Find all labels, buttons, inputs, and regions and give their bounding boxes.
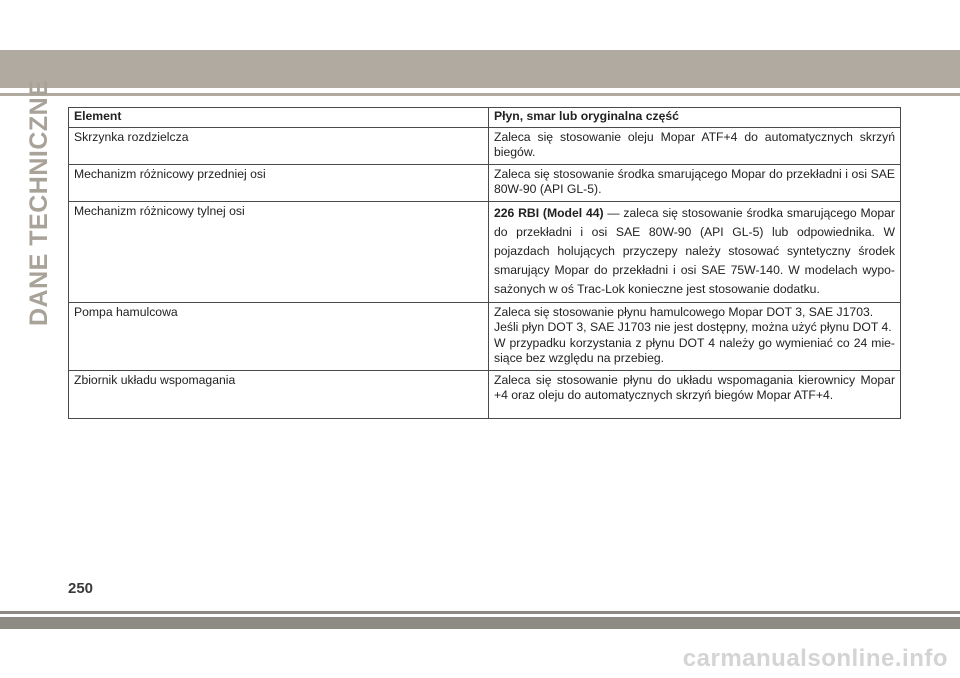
cell-element: Mechanizm różnicowy przedniej osi <box>69 164 489 201</box>
header-band <box>0 50 960 88</box>
spec-line: W przypadku korzystania z płynu DOT 4 należy go wymieniać co 24 mie-siące bez względu na przebieg. <box>494 335 895 365</box>
cell-element: Zbiornik układu wspomagania <box>69 370 489 418</box>
cell-element: Mechanizm różnicowy tylnej osi <box>69 201 489 302</box>
table-header-row <box>69 108 901 128</box>
table-row <box>69 127 901 164</box>
page-number: 250 <box>68 580 94 597</box>
table-row <box>69 164 901 201</box>
section-title-vertical: DANE TECHNICZNE <box>25 79 53 326</box>
cell-spec <box>489 302 901 370</box>
header-fluid: Płyn, smar lub oryginalna część <box>489 108 901 128</box>
footer-rule <box>0 611 960 614</box>
spec-text: — zaleca się stosowanie środka smarującego Mopar do przekładni i osi SAE 80W-90 (API GL-5) lub odpowiednika. W pojazdach holujących przyczepy należy stosować syntetyczny środek smarujący Mopar do przekładni i osi SAE 75W-140. W modelach wypo-sażonych w oś Trac-Lok konieczne jest stosowanie dodatku. <box>494 205 895 296</box>
cell-element: Pompa hamulcowa <box>69 302 489 370</box>
cell-spec <box>489 201 901 302</box>
table-row <box>69 201 901 302</box>
cell-spec: Zaleca się stosowanie oleju Mopar ATF+4 do automatycznych skrzyń biegów. <box>489 127 901 164</box>
cell-spec: Zaleca się stosowanie środka smarującego Mopar do przekładni i osi SAE 80W-90 (API GL-5). <box>489 164 901 201</box>
footer-band <box>0 617 960 629</box>
cell-element: Skrzynka rozdzielcza <box>69 127 489 164</box>
watermark-text: carmanualsonline.info <box>682 645 948 672</box>
spec-line: Zaleca się stosowanie płynu hamulcowego Mopar DOT 3, SAE J1703. <box>494 304 874 319</box>
table-row <box>69 370 901 418</box>
header-rule <box>0 93 960 96</box>
model-label: 226 RBI (Model 44) <box>494 205 604 220</box>
fluids-table <box>68 107 901 419</box>
spec-line: Jeśli płyn DOT 3, SAE J1703 nie jest dostępny, można użyć płynu DOT 4. <box>494 320 892 334</box>
header-element: Element <box>69 108 489 128</box>
cell-spec: Zaleca się stosowanie płynu do układu wspomagania kierownicy Mopar +4 oraz oleju do automatycznych skrzyń biegów Mopar ATF+4. <box>489 370 901 418</box>
table-row <box>69 302 901 370</box>
